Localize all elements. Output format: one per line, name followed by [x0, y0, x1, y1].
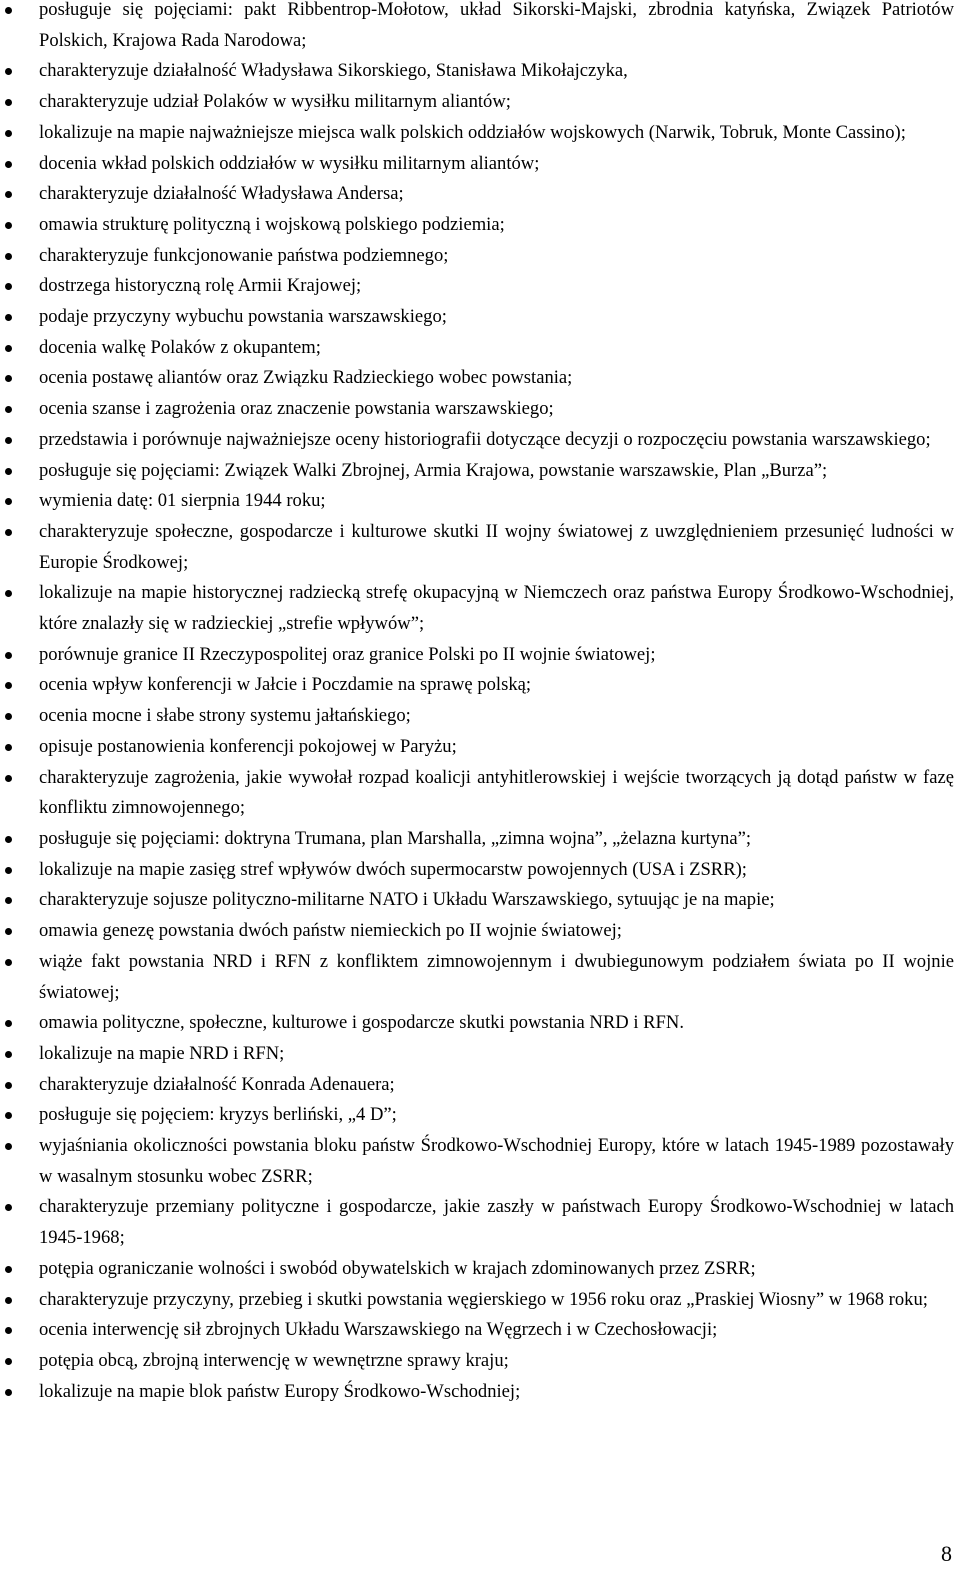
list-item-text: podaje przyczyny wybuchu powstania warszawskiego;	[39, 306, 447, 328]
bullet-icon	[5, 314, 12, 321]
list-item	[0, 179, 960, 210]
list-item-text: ocenia wpływ konferencji w Jałcie i Poczdamie na sprawę polską;	[39, 674, 532, 696]
list-item-text: docenia walkę Polaków z okupantem;	[39, 336, 321, 358]
list-item	[0, 0, 960, 56]
list-item	[0, 210, 960, 241]
bullet-icon	[5, 68, 12, 75]
list-item	[0, 149, 960, 180]
list-item	[0, 394, 960, 425]
list-item	[0, 1131, 960, 1192]
list-item-text: potępia ograniczanie wolności i swobód obywatelskich w krajach zdominowanych przez ZSRR;	[39, 1257, 756, 1279]
list-item-text: posługuje się pojęciami: pakt Ribbentrop-Mołotow, układ Sikorski-Majski, zbrodnia katyńska, Związek Patriotów Polskich, Krajowa Rada Narodowa;	[39, 0, 954, 51]
bullet-icon	[5, 1297, 12, 1304]
list-item	[0, 1039, 960, 1070]
bullet-icon	[5, 1327, 12, 1334]
list-item-text: omawia genezę powstania dwóch państw niemieckich po II wojnie światowej;	[39, 920, 622, 942]
bullet-icon	[5, 1143, 12, 1150]
bullet-icon	[5, 682, 12, 689]
list-item	[0, 1346, 960, 1377]
bullet-icon	[5, 253, 12, 260]
list-item-text: charakteryzuje działalność Władysława Sikorskiego, Stanisława Mikołajczyka,	[39, 60, 628, 82]
list-item-text: ocenia interwencję sił zbrojnych Układu Warszawskiego na Węgrzech i w Czechosłowacji;	[39, 1319, 718, 1341]
bullet-icon	[5, 345, 12, 352]
list-item-text: lokalizuje na mapie blok państw Europy Środkowo-Wschodniej;	[39, 1380, 521, 1402]
list-item	[0, 1100, 960, 1131]
list-item	[0, 670, 960, 701]
list-item-text: wymienia datę: 01 sierpnia 1944 roku;	[39, 490, 326, 512]
list-item	[0, 241, 960, 272]
list-item-text: przedstawia i porównuje najważniejsze oceny historiografii dotyczące decyzji o rozpoczęciu powstania warszawskiego;	[39, 428, 931, 450]
bullet-icon	[5, 191, 12, 198]
list-item	[0, 302, 960, 333]
bullet-icon	[5, 7, 12, 14]
bullet-icon	[5, 1112, 12, 1119]
list-item-text: charakteryzuje przemiany polityczne i gospodarcze, jakie zaszły w państwach Europy Środkowo-Wschodniej w latach 1945-1968;	[39, 1196, 954, 1249]
bullet-icon	[5, 130, 12, 137]
list-item-text: charakteryzuje społeczne, gospodarcze i kulturowe skutki II wojny światowej z uwzględnieniem przesunięć ludności w Europie Środkowej;	[39, 520, 954, 573]
list-item	[0, 1254, 960, 1285]
bullet-icon	[5, 867, 12, 874]
list-item	[0, 1008, 960, 1039]
list-item-text: dostrzega historyczną rolę Armii Krajowej;	[39, 275, 362, 297]
bullet-icon	[5, 959, 12, 966]
bullet-icon	[5, 744, 12, 751]
list-item	[0, 578, 960, 639]
list-item-text: charakteryzuje funkcjonowanie państwa podziemnego;	[39, 244, 449, 266]
list-item-text: charakteryzuje przyczyny, przebieg i skutki powstania węgierskiego w 1956 roku oraz „Praskiej Wiosny” w 1968 roku;	[39, 1288, 928, 1310]
list-item-text: wiąże fakt powstania NRD i RFN z konfliktem zimnowojennym i dwubiegunowym podziałem świata po II wojnie światowej;	[39, 950, 954, 1003]
bullet-icon	[5, 775, 12, 782]
bullet-icon	[5, 652, 12, 659]
bullet-icon	[5, 99, 12, 106]
list-item	[0, 1070, 960, 1101]
list-item-text: ocenia postawę aliantów oraz Związku Radzieckiego wobec powstania;	[39, 367, 573, 389]
list-item	[0, 1377, 960, 1408]
list-item-text: charakteryzuje działalność Władysława Andersa;	[39, 183, 404, 205]
list-item	[0, 425, 960, 456]
page-number: 8	[941, 1541, 952, 1566]
list-item-text: charakteryzuje zagrożenia, jakie wywołał rozpad koalicji antyhitlerowskiej i wejście tworzących ją dotąd państw w fazę konfliktu zimnowojennego;	[39, 766, 954, 819]
list-item	[0, 1315, 960, 1346]
list-item	[0, 333, 960, 364]
bullet-icon	[5, 836, 12, 843]
list-item	[0, 1192, 960, 1253]
list-item	[0, 732, 960, 763]
bullet-icon	[5, 406, 12, 413]
bullet-icon	[5, 1204, 12, 1211]
list-item-text: porównuje granice II Rzeczypospolitej oraz granice Polski po II wojnie światowej;	[39, 643, 656, 665]
list-item-text: posługuje się pojęciami: Związek Walki Zbrojnej, Armia Krajowa, powstanie warszawskie, Plan „Burza”;	[39, 459, 828, 481]
bullet-icon	[5, 1389, 12, 1396]
list-item-text: ocenia mocne i słabe strony systemu jałtańskiego;	[39, 705, 411, 727]
list-item-text: charakteryzuje sojusze polityczno-militarne NATO i Układu Warszawskiego, sytuując je na mapie;	[39, 889, 775, 911]
list-item-text: posługuje się pojęciem: kryzys berliński, „4 D”;	[39, 1104, 397, 1126]
list-item	[0, 118, 960, 149]
bullet-icon	[5, 283, 12, 290]
bullet-icon	[5, 1358, 12, 1365]
bullet-icon	[5, 590, 12, 597]
list-item	[0, 1285, 960, 1316]
list-item	[0, 885, 960, 916]
list-item-text: docenia wkład polskich oddziałów w wysiłku militarnym aliantów;	[39, 152, 540, 174]
list-item	[0, 947, 960, 1008]
list-item	[0, 763, 960, 824]
bullet-icon	[5, 928, 12, 935]
list-item-text: charakteryzuje działalność Konrada Adenauera;	[39, 1073, 395, 1095]
list-item-text: opisuje postanowienia konferencji pokojowej w Paryżu;	[39, 735, 457, 757]
list-item-text: omawia strukturę polityczną i wojskową polskiego podziemia;	[39, 213, 505, 235]
bullet-icon	[5, 161, 12, 168]
list-item	[0, 517, 960, 578]
bullet-icon	[5, 897, 12, 904]
list-item	[0, 363, 960, 394]
bullet-icon	[5, 222, 12, 229]
list-item	[0, 486, 960, 517]
list-item	[0, 701, 960, 732]
list-item-text: omawia polityczne, społeczne, kulturowe i gospodarcze skutki powstania NRD i RFN.	[39, 1012, 684, 1034]
bullet-icon	[5, 375, 12, 382]
list-item-text: lokalizuje na mapie zasięg stref wpływów dwóch supermocarstw powojennych (USA i ZSRR);	[39, 858, 747, 880]
list-item-text: posługuje się pojęciami: doktryna Trumana, plan Marshalla, „zimna wojna”, „żelazna kurtyna”;	[39, 827, 752, 849]
list-item	[0, 271, 960, 302]
bullet-icon	[5, 1266, 12, 1273]
bullet-icon	[5, 1020, 12, 1027]
list-item-text: charakteryzuje udział Polaków w wysiłku militarnym aliantów;	[39, 91, 511, 113]
list-item	[0, 456, 960, 487]
list-item-text: wyjaśniania okoliczności powstania bloku państw Środkowo-Wschodniej Europy, które w latach 1945-1989 pozostawały w wasalnym stosunku wobec ZSRR;	[39, 1135, 954, 1187]
bullet-icon	[5, 1051, 12, 1058]
list-item	[0, 87, 960, 118]
bullet-icon	[5, 468, 12, 475]
list-item	[0, 640, 960, 671]
list-item	[0, 916, 960, 947]
bullet-icon	[5, 1082, 12, 1089]
list-item-text: ocenia szanse i zagrożenia oraz znaczenie powstania warszawskiego;	[39, 398, 554, 420]
list-item	[0, 855, 960, 886]
list-item	[0, 824, 960, 855]
bullet-icon	[5, 437, 12, 444]
bullet-icon	[5, 498, 12, 505]
list-item-text: lokalizuje na mapie historycznej radziecką strefę okupacyjną w Niemczech oraz państwa Europy Środkowo-Wschodniej, które znalazły się w radzieckiej „strefie wpływów”;	[39, 582, 954, 635]
list-item-text: lokalizuje na mapie NRD i RFN;	[39, 1042, 285, 1064]
list-item-text: lokalizuje na mapie najważniejsze miejsca walk polskich oddziałów wojskowych (Narwik, Tobruk, Monte Cassino);	[39, 121, 906, 143]
list-item-text: potępia obcą, zbrojną interwencję w wewnętrzne sprawy kraju;	[39, 1349, 509, 1371]
bullet-icon	[5, 713, 12, 720]
list-item	[0, 56, 960, 87]
bullet-icon	[5, 529, 12, 536]
